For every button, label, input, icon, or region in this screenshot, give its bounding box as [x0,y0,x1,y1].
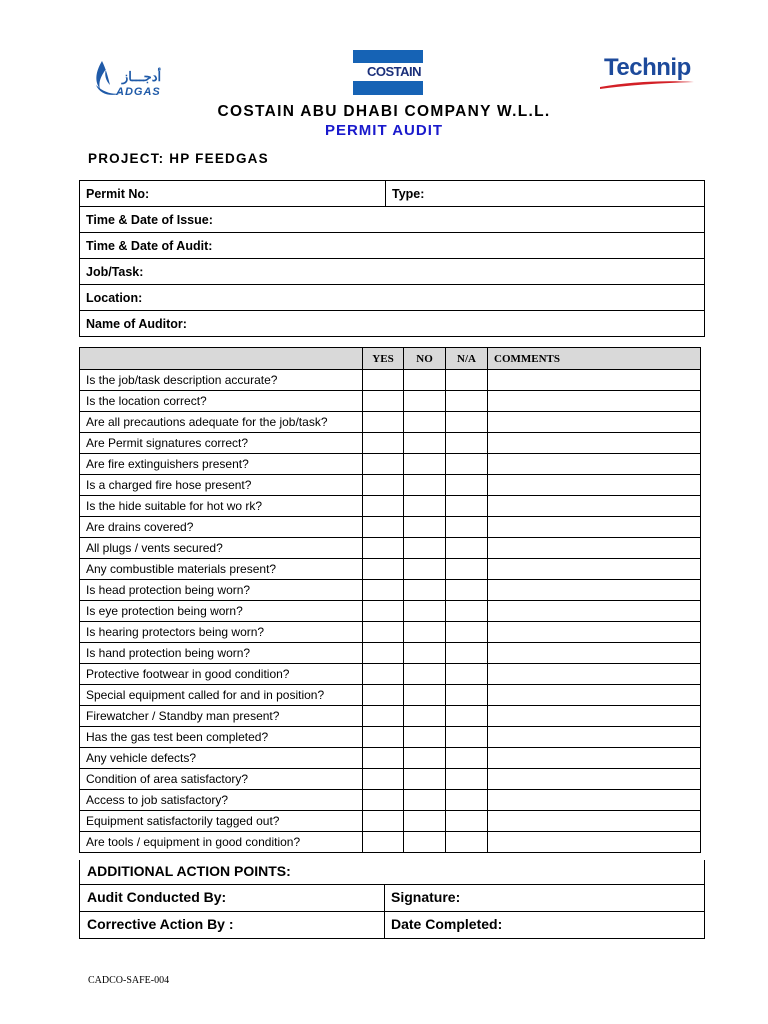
na-cell[interactable] [446,412,488,433]
checklist-row [80,496,701,517]
checklist-row [80,769,701,790]
na-cell[interactable] [446,454,488,475]
checklist-row [80,790,701,811]
checklist-row [80,454,701,475]
checklist-question: Special equipment called for and in position? [80,685,363,706]
checklist-question: Are all precautions adequate for the job/task? [80,412,363,433]
yes-cell[interactable] [363,706,404,727]
no-cell[interactable] [404,727,446,748]
corrective-divider [384,912,385,938]
no-cell[interactable] [404,475,446,496]
comments-cell[interactable] [488,433,701,454]
yes-cell[interactable] [363,622,404,643]
no-cell[interactable] [404,811,446,832]
na-cell[interactable] [446,832,488,853]
no-header: NO [404,348,446,370]
costain-logo [353,50,423,95]
auditor-label: Name of Auditor: [86,317,187,331]
yes-cell[interactable] [363,412,404,433]
permit-divider [385,181,386,206]
question-header [80,348,363,370]
checklist-row [80,580,701,601]
yes-cell[interactable] [363,517,404,538]
na-cell[interactable] [446,811,488,832]
comments-cell[interactable] [488,370,701,391]
no-cell[interactable] [404,433,446,454]
na-cell[interactable] [446,790,488,811]
na-cell[interactable] [446,748,488,769]
comments-cell[interactable] [488,475,701,496]
checklist-row [80,643,701,664]
technip-logo [598,52,698,92]
na-cell[interactable] [446,559,488,580]
checklist-question: Any combustible materials present? [80,559,363,580]
company-name: COSTAIN ABU DHABI COMPANY W.L.L. [217,103,551,120]
no-cell[interactable] [404,685,446,706]
checklist-row [80,664,701,685]
checklist-question: Are tools / equipment in good condition? [80,832,363,853]
no-cell[interactable] [404,496,446,517]
comments-cell[interactable] [488,559,701,580]
comments-cell[interactable] [488,622,701,643]
document-title: PERMIT AUDIT [324,122,444,139]
comments-cell[interactable] [488,643,701,664]
no-cell[interactable] [404,370,446,391]
na-cell[interactable] [446,664,488,685]
no-cell[interactable] [404,832,446,853]
audit-by-label: Audit Conducted By: [87,889,227,905]
comments-cell[interactable] [488,454,701,475]
yes-cell[interactable] [363,496,404,517]
time-audit-label: Time & Date of Audit: [86,239,213,253]
checklist-row [80,685,701,706]
corrective-row [80,911,704,938]
checklist-question: Is the location correct? [80,391,363,412]
comments-cell[interactable] [488,391,701,412]
yes-cell[interactable] [363,580,404,601]
signature-label: Signature: [391,889,461,905]
comments-cell[interactable] [488,496,701,517]
yes-cell[interactable] [363,769,404,790]
na-cell[interactable] [446,706,488,727]
no-cell[interactable] [404,790,446,811]
yes-cell[interactable] [363,475,404,496]
additional-row [80,860,704,884]
checklist-question: Firewatcher / Standby man present? [80,706,363,727]
checklist-row [80,475,701,496]
comments-cell[interactable] [488,811,701,832]
na-cell[interactable] [446,496,488,517]
comments-cell[interactable] [488,748,701,769]
comments-cell[interactable] [488,832,701,853]
checklist-question: Is the hide suitable for hot wo rk? [80,496,363,517]
type-label: Type: [392,187,425,201]
na-cell[interactable] [446,517,488,538]
checklist-row [80,433,701,454]
no-cell[interactable] [404,412,446,433]
job-row [80,259,704,285]
yes-cell[interactable] [363,454,404,475]
comments-cell[interactable] [488,601,701,622]
comments-cell[interactable] [488,790,701,811]
yes-header: YES [363,348,404,370]
checklist-row [80,748,701,769]
comments-cell[interactable] [488,706,701,727]
checklist-question: Is a charged fire hose present? [80,475,363,496]
checklist-question: Is hearing protectors being worn? [80,622,363,643]
checklist-row [80,391,701,412]
yes-cell[interactable] [363,748,404,769]
no-cell[interactable] [404,769,446,790]
yes-cell[interactable] [363,433,404,454]
checklist-question: Is eye protection being worn? [80,601,363,622]
no-cell[interactable] [404,559,446,580]
na-cell[interactable] [446,580,488,601]
auditor-row [80,311,704,336]
audit-by-row [80,884,704,911]
yes-cell[interactable] [363,643,404,664]
na-cell[interactable] [446,538,488,559]
yes-cell[interactable] [363,832,404,853]
checklist-question: Equipment satisfactorily tagged out? [80,811,363,832]
na-cell[interactable] [446,433,488,454]
no-cell[interactable] [404,622,446,643]
no-cell[interactable] [404,391,446,412]
na-cell[interactable] [446,727,488,748]
na-cell[interactable] [446,370,488,391]
checklist-row [80,706,701,727]
adgas-arabic-text: أدجـــاز [122,69,162,84]
checklist-question: Has the gas test been completed? [80,727,363,748]
technip-logo-text: Technip [604,54,691,81]
checklist-row [80,832,701,853]
checklist-question: Protective footwear in good condition? [80,664,363,685]
checklist-row [80,727,701,748]
comments-cell[interactable] [488,769,701,790]
na-cell[interactable] [446,475,488,496]
yes-cell[interactable] [363,391,404,412]
yes-cell[interactable] [363,790,404,811]
comments-cell[interactable] [488,517,701,538]
checklist-row [80,538,701,559]
actions-table [79,860,705,939]
issue-row [80,207,704,233]
additional-label: ADDITIONAL ACTION POINTS: [87,863,291,879]
checklist-question: Access to job satisfactory? [80,790,363,811]
checklist-row [80,601,701,622]
yes-cell[interactable] [363,538,404,559]
no-cell[interactable] [404,706,446,727]
checklist-question: Any vehicle defects? [80,748,363,769]
yes-cell[interactable] [363,664,404,685]
technip-swoosh-icon [598,52,698,92]
no-cell[interactable] [404,664,446,685]
checklist-body [80,370,701,853]
na-cell[interactable] [446,643,488,664]
document-code: CADCO-SAFE-004 [88,975,170,986]
location-label: Location: [86,291,143,305]
checklist-row [80,622,701,643]
no-cell[interactable] [404,454,446,475]
no-cell[interactable] [404,601,446,622]
location-row [80,285,704,311]
adgas-logo [92,55,172,103]
checklist-question: Are Permit signatures correct? [80,433,363,454]
no-cell[interactable] [404,538,446,559]
comments-cell[interactable] [488,685,701,706]
no-cell[interactable] [404,643,446,664]
checklist-row [80,559,701,580]
time-issue-label: Time & Date of Issue: [86,213,213,227]
no-cell[interactable] [404,748,446,769]
adgas-text: ADGAS [116,86,161,98]
audit-row [80,233,704,259]
na-cell[interactable] [446,601,488,622]
comments-cell[interactable] [488,664,701,685]
comments-cell[interactable] [488,727,701,748]
checklist-question: Is head protection being worn? [80,580,363,601]
yes-cell[interactable] [363,370,404,391]
checklist-question: All plugs / vents secured? [80,538,363,559]
project-label: PROJECT: HP FEEDGAS [88,151,269,166]
yes-cell[interactable] [363,559,404,580]
job-task-label: Job/Task: [86,265,144,279]
checklist-row [80,811,701,832]
checklist-row [80,517,701,538]
comments-cell[interactable] [488,412,701,433]
permit-row [80,181,704,207]
na-cell[interactable] [446,391,488,412]
no-cell[interactable] [404,580,446,601]
na-cell[interactable] [446,622,488,643]
permit-no-label: Permit No: [86,187,150,201]
na-cell[interactable] [446,769,488,790]
checklist-question: Is hand protection being worn? [80,643,363,664]
yes-cell[interactable] [363,601,404,622]
comments-cell[interactable] [488,580,701,601]
yes-cell[interactable] [363,811,404,832]
date-completed-label: Date Completed: [391,916,503,932]
checklist-question: Is the job/task description accurate? [80,370,363,391]
comments-cell[interactable] [488,538,701,559]
comments-header: COMMENTS [488,348,701,370]
yes-cell[interactable] [363,727,404,748]
no-cell[interactable] [404,517,446,538]
costain-logo-text: COSTAIN [353,63,423,81]
checklist-question: Condition of area satisfactory? [80,769,363,790]
checklist-question: Are drains covered? [80,517,363,538]
na-header: N/A [446,348,488,370]
checklist-row [80,370,701,391]
audit-by-divider [384,885,385,911]
permit-info-table [79,180,705,337]
checklist-table [79,347,701,853]
na-cell[interactable] [446,685,488,706]
corrective-by-label: Corrective Action By : [87,916,234,932]
checklist-row [80,412,701,433]
checklist-question: Are fire extinguishers present? [80,454,363,475]
yes-cell[interactable] [363,685,404,706]
checklist-header-row [80,348,701,370]
